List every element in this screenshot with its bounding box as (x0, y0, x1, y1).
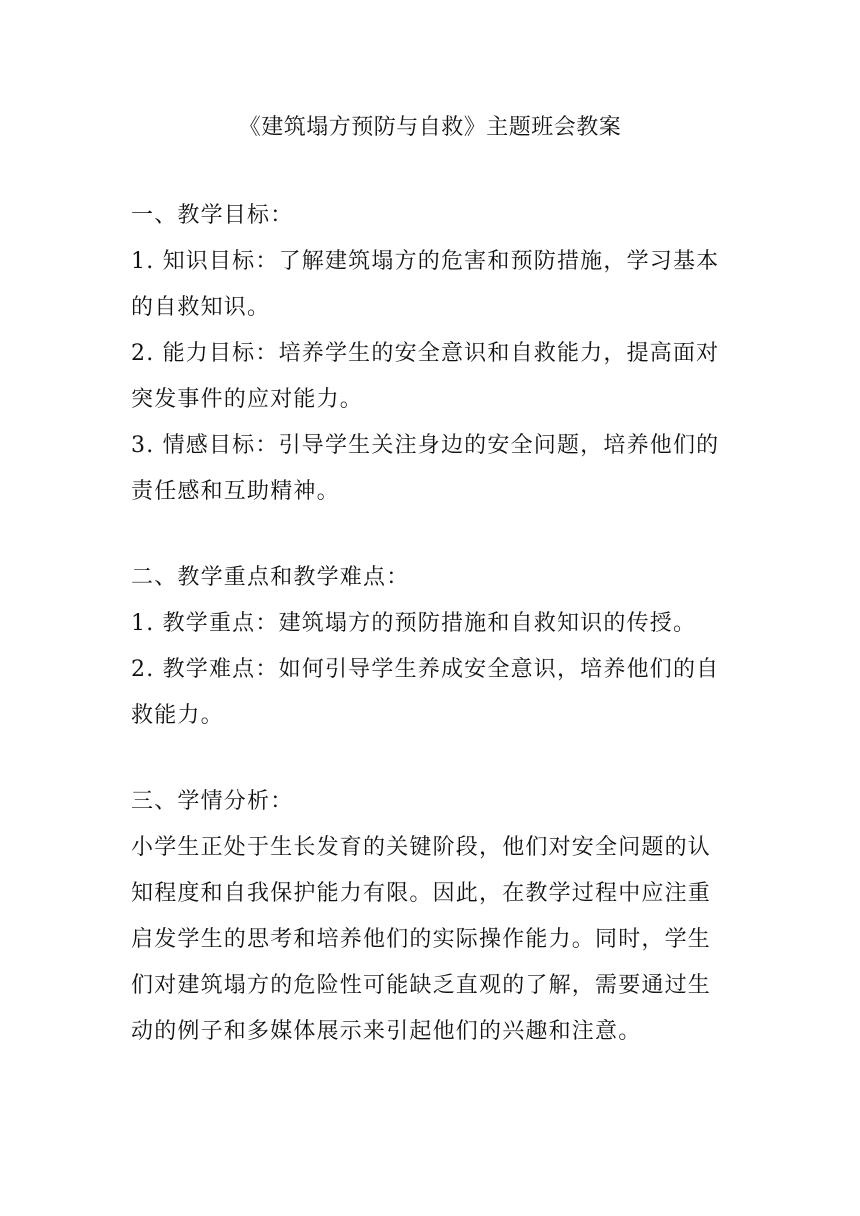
section-learner-analysis (131, 779, 731, 1055)
list-item: 1. 知识目标：了解建筑塌方的危害和预防措施，学习基本的自救知识。 (131, 249, 720, 320)
section-key-points (131, 555, 731, 739)
list-item: 3. 情感目标：引导学生关注身边的安全问题，培养他们的责任感和互助精神。 (131, 433, 720, 504)
section-heading: 一、教学目标： (131, 203, 294, 228)
section-teaching-goals (131, 193, 731, 515)
document-title: 《建筑塌方预防与自救》主题班会教案 (238, 115, 622, 140)
body-paragraph: 小学生正处于生长发育的关键阶段，他们对安全问题的认知程度和自我保护能力有限。因此，在教学过程中应注重启发学生的思考和培养他们的实际操作能力。同时，学生们对建筑塌方的危险性可能缺乏直观的了解，需要通过生动的例子和多媒体展示来引起他们的兴趣和注意。 (131, 835, 712, 1044)
list-item: 1. 教学重点：建筑塌方的预防措施和自救知识的传授。 (131, 611, 697, 636)
section-heading: 二、教学重点和教学难点： (131, 565, 410, 590)
list-item: 2. 能力目标：培养学生的安全意识和自救能力，提高面对突发事件的应对能力。 (131, 341, 720, 412)
list-item: 2. 教学难点：如何引导学生养成安全意识，培养他们的自救能力。 (131, 657, 720, 728)
section-heading: 三、学情分析： (131, 789, 294, 814)
